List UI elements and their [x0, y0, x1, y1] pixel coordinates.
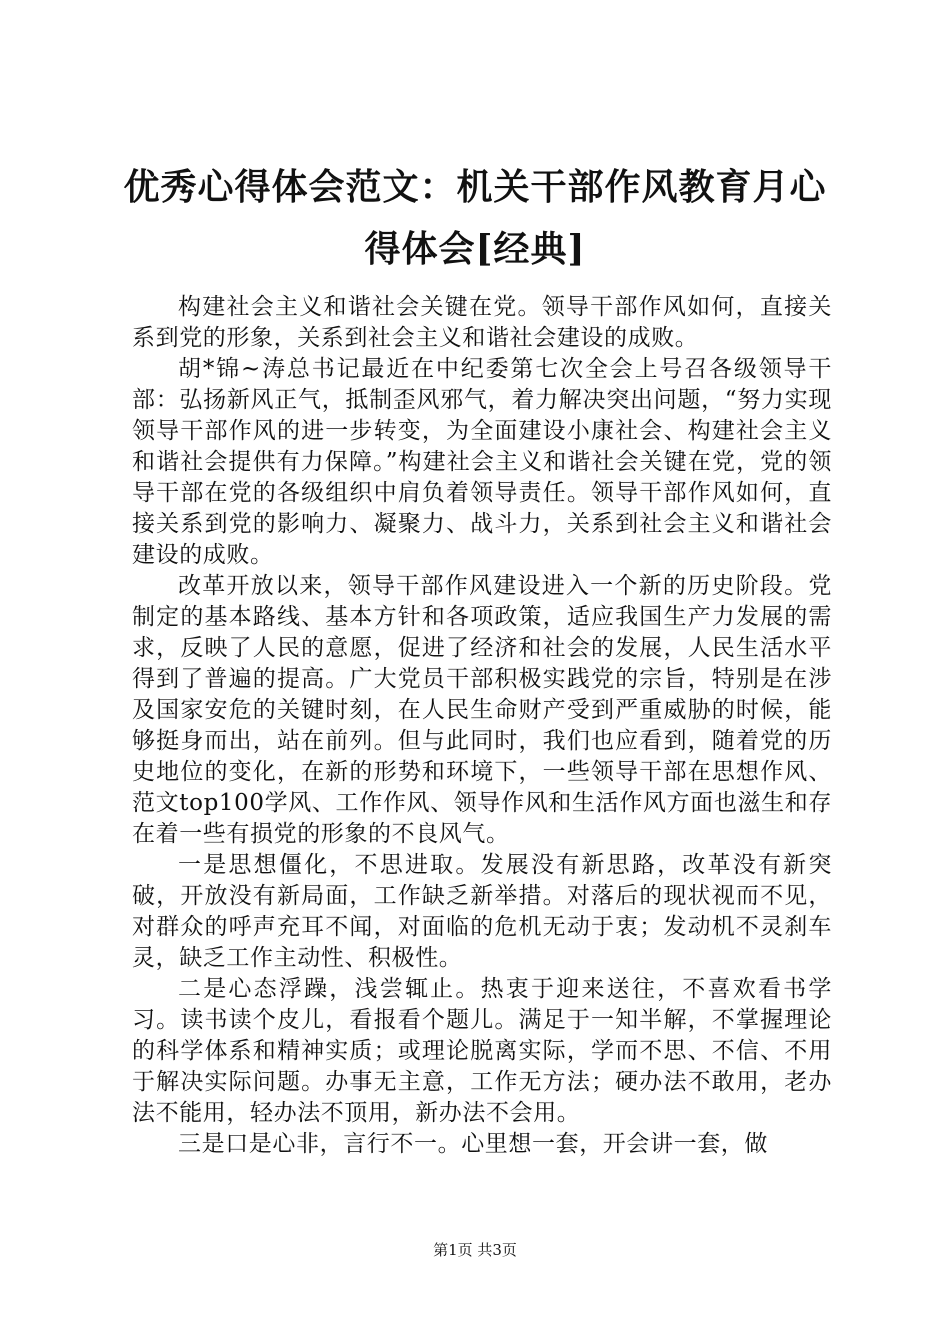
paragraph-6: 三是口是心非，言行不一。心里想一套，开会讲一套，做	[178, 1131, 768, 1157]
paragraph-1: 构建社会主义和谐社会关键在党。领导干部作风如何，直接关系到党的形象，关系到社会主义和谐社会建设的成败。	[132, 294, 832, 351]
paragraph-4: 一是思想僵化，不思进取。发展没有新思路，改革没有新突破，开放没有新局面，工作缺乏新举措。对落后的现状视而不见，对群众的呼声充耳不闻，对面临的危机无动于衷；发动机不灵刹车灵，缺乏工作主动性、积极性。	[132, 852, 832, 971]
page-footer: 第1页 共3页	[433, 1241, 517, 1259]
document-body	[132, 292, 832, 1160]
paragraph-2: 胡*锦~涛总书记最近在中纪委第七次全会上号召各级领导干部：弘扬新风正气，抵制歪风邪气，着力解决突出问题，“努力实现领导干部作风的进一步转变，为全面建设小康社会、构建社会主义和谐社会提供有力保障。”构建社会主义和谐社会关键在党，党的领导干部在党的各级组织中肩负着领导责任。领导干部作风如何，直接关系到党的影响力、凝聚力、战斗力，关系到社会主义和谐社会建设的成败。	[132, 356, 832, 568]
page-title: 优秀心得体会范文：机关干部作风教育月心得体会[经典]	[123, 166, 827, 270]
paragraph-5: 二是心态浮躁，浅尝辄止。热衷于迎来送往，不喜欢看书学习。读书读个皮儿，看报看个题儿。满足于一知半解，不掌握理论的科学体系和精神实质；或理论脱离实际，学而不思、不信、不用于解决实际问题。办事无主意，工作无方法；硬办法不敢用，老办法不能用，轻办法不顶用，新办法不会用。	[132, 976, 832, 1126]
paragraph-3: 改革开放以来，领导干部作风建设进入一个新的历史阶段。党制定的基本路线、基本方针和各项政策，适应我国生产力发展的需求，反映了人民的意愿，促进了经济和社会的发展，人民生活水平得到了普遍的提高。广大党员干部积极实践党的宗旨，特别是在涉及国家安危的关键时刻，在人民生命财产受到严重威胁的时候，能够挺身而出，站在前列。但与此同时，我们也应看到，随着党的历史地位的变化，在新的形势和环境下，一些领导干部在思想作风、范文top100学风、工作作风、领导作风和生活作风方面也滋生和存在着一些有损党的形象的不良风气。	[132, 573, 832, 847]
